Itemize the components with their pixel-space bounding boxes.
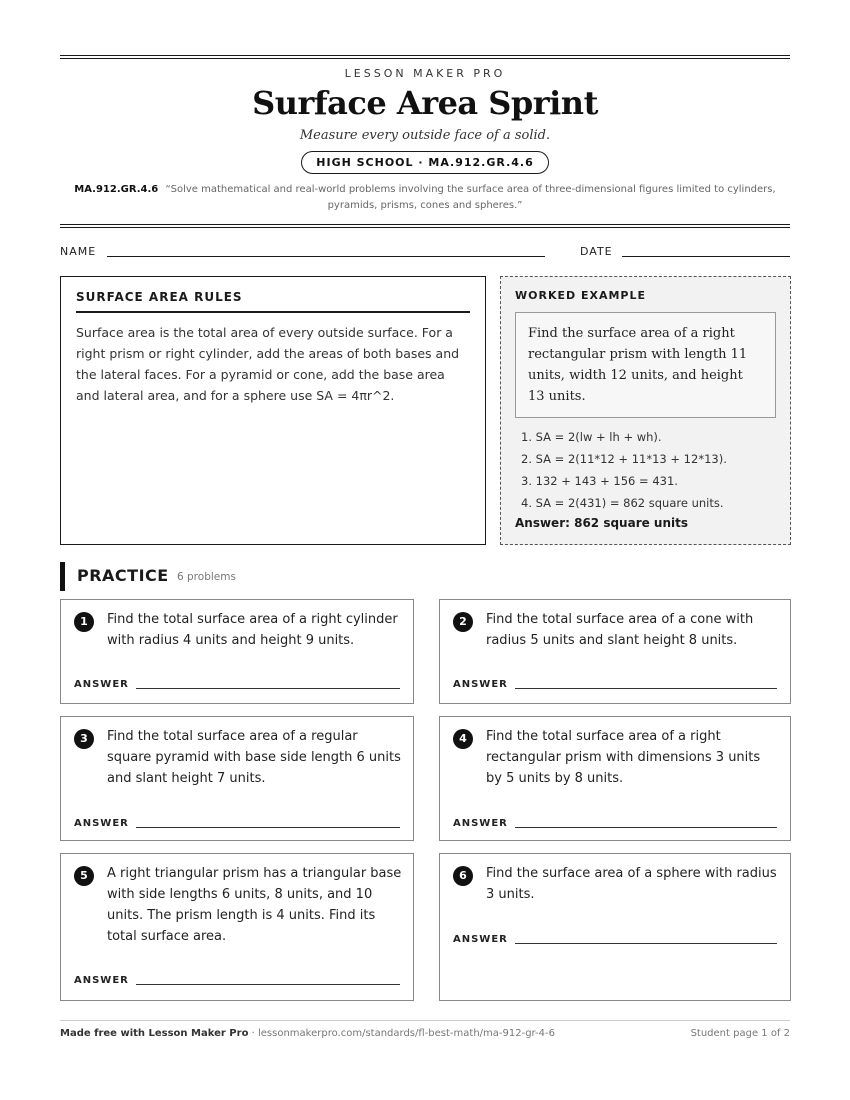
standard-code: MA.912.GR.4.6: [74, 184, 159, 195]
problem-card-3: [60, 716, 414, 841]
answer-label: ANSWER: [453, 679, 508, 690]
grade-standard-badge: HIGH SCHOOL · MA.912.GR.4.6: [301, 151, 548, 174]
date-field[interactable]: [622, 256, 790, 257]
page-subtitle: Measure every outside face of a solid.: [299, 128, 551, 143]
problem-card-2: [439, 599, 791, 704]
practice-title: PRACTICE: [77, 566, 169, 585]
rules-title: SURFACE AREA RULES: [76, 290, 470, 313]
problem-text: Find the surface area of a sphere with radius 3 units.: [486, 866, 777, 902]
worked-example-step: 1. SA = 2(lw + lh + wh).: [521, 430, 662, 444]
answer-field[interactable]: [515, 688, 777, 689]
problem-card-4: [439, 716, 791, 841]
worked-example-step: 2. SA = 2(11*12 + 11*13 + 12*13).: [521, 452, 727, 466]
problem-card-5: [60, 853, 414, 1001]
answer-label: ANSWER: [74, 679, 129, 690]
worked-example-step: 3. 132 + 143 + 156 = 431.: [521, 474, 678, 488]
problem-number-badge: 2: [453, 612, 473, 632]
problem-text: A right triangular prism has a triangular base with side lengths 6 units, 8 units, and 10 units. The prism length is 4 units. Find its total surface area.: [107, 866, 402, 944]
problem-number-badge: 1: [74, 612, 94, 632]
practice-accent-bar: [60, 562, 65, 591]
problem-text: Find the total surface area of a right cylinder with radius 4 units and height 9 units.: [107, 612, 398, 648]
footer-brand: Made free with Lesson Maker Pro: [60, 1028, 249, 1039]
problem-text: Find the total surface area of a regular square pyramid with base side length 6 units and slant height 7 units.: [107, 729, 401, 786]
name-field[interactable]: [107, 256, 545, 257]
brand-kicker: LESSON MAKER PRO: [344, 67, 506, 80]
footer-separator: ·: [251, 1028, 258, 1039]
header-bottom-rule: [60, 224, 790, 228]
practice-count: 6 problems: [177, 571, 236, 583]
rules-text: Surface area is the total area of every outside surface. For a right prism or right cylinder, add the areas of both bases and the lateral faces. For a pyramid or cone, add the base area and lateral area, and for a sphere use SA = 4πr^2.: [76, 325, 460, 403]
problem-number-badge: 6: [453, 866, 473, 886]
worked-example-steps: [515, 426, 776, 514]
answer-label: ANSWER: [74, 975, 129, 986]
footer-credit: [60, 1028, 555, 1039]
problem-text: Find the total surface area of a right rectangular prism with dimensions 3 units by 5 units by 8 units.: [486, 729, 761, 786]
problem-card-1: [60, 599, 414, 704]
standard-text: “Solve mathematical and real-world problems involving the surface area of three-dimensional figures limited to cylinders, pyramids, prisms, cones and spheres.”: [165, 184, 776, 211]
answer-field[interactable]: [136, 984, 400, 985]
answer-field[interactable]: [515, 827, 777, 828]
standard-description: [70, 182, 780, 214]
answer-label: ANSWER: [453, 818, 508, 829]
answer-label: ANSWER: [453, 934, 508, 945]
date-label: DATE: [580, 245, 613, 258]
problem-card-6: [439, 853, 791, 1001]
grade-standard-badge-wrap: [0, 151, 850, 174]
worked-example-answer: Answer: 862 square units: [515, 516, 689, 530]
worked-example-panel: [500, 276, 791, 545]
answer-label: ANSWER: [74, 818, 129, 829]
rules-panel: [60, 276, 486, 545]
worked-example-title: WORKED EXAMPLE: [515, 289, 646, 302]
name-date-row: [60, 245, 790, 261]
problem-number-badge: 4: [453, 729, 473, 749]
page-title: Surface Area Sprint: [252, 84, 598, 122]
answer-field[interactable]: [136, 827, 400, 828]
footer-url[interactable]: lessonmakerpro.com/standards/fl-best-math/ma-912-gr-4-6: [257, 1028, 555, 1039]
worked-example-step: 4. SA = 2(431) = 862 square units.: [521, 496, 724, 510]
problem-number-badge: 3: [74, 729, 94, 749]
footer-rule: [60, 1020, 790, 1021]
name-label: NAME: [60, 245, 97, 258]
answer-field[interactable]: [136, 688, 400, 689]
footer-page-number: Student page 1 of 2: [690, 1028, 790, 1039]
header-top-rule: [60, 55, 790, 59]
problem-number-badge: 5: [74, 866, 94, 886]
problem-text: Find the total surface area of a cone with radius 5 units and slant height 8 units.: [486, 612, 754, 648]
worked-example-problem: Find the surface area of a right rectangular prism with length 11 units, width 12 units, and height 13 units.: [515, 312, 776, 418]
answer-field[interactable]: [515, 943, 777, 944]
